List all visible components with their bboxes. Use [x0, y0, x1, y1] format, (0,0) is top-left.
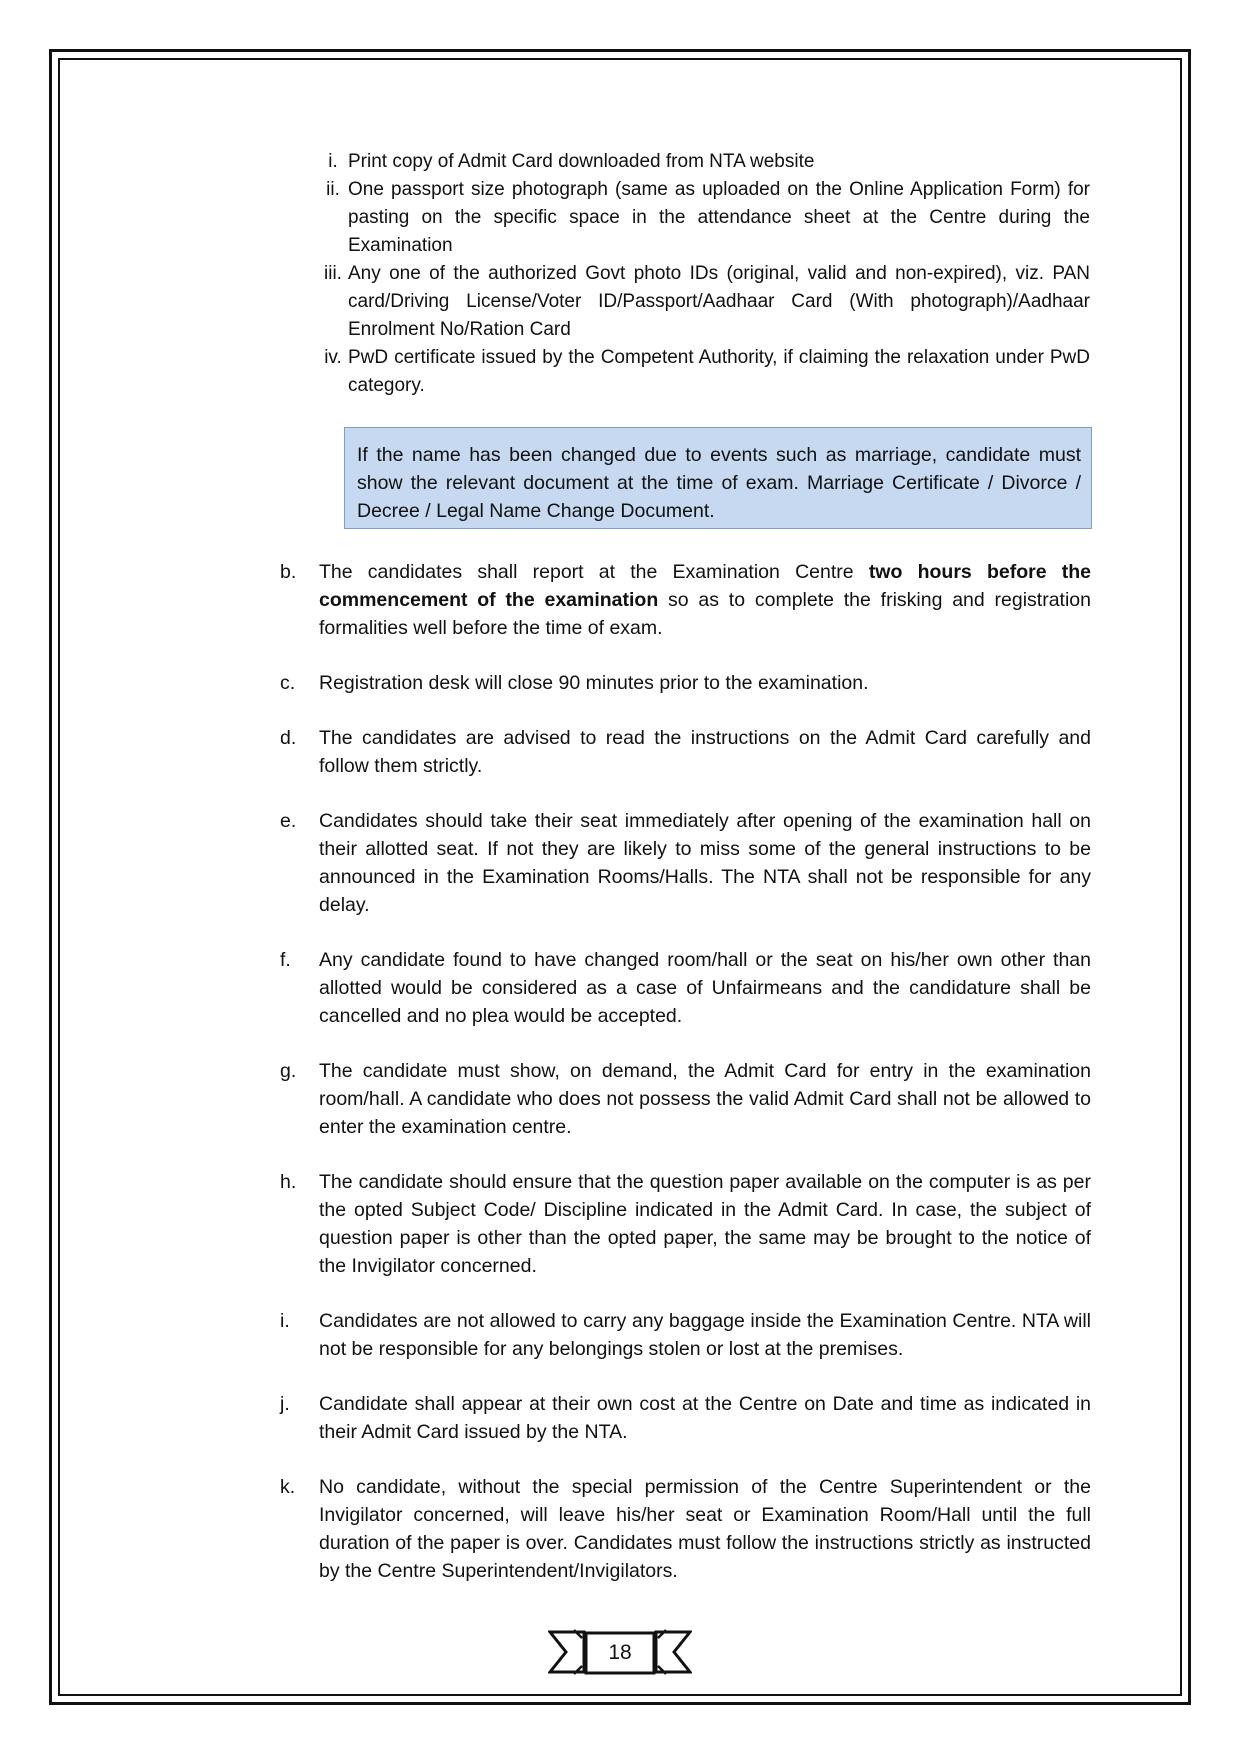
list-item: [280, 558, 1091, 642]
list-item: [290, 176, 1090, 260]
page-number: 18: [608, 1641, 632, 1664]
list-item: [280, 1390, 1091, 1446]
list-item: [290, 260, 1090, 344]
list-marker: ii.: [326, 179, 340, 200]
list-item: [280, 1473, 1091, 1585]
list-item: [290, 148, 1090, 176]
list-marker: f.: [280, 949, 291, 971]
list-marker: k.: [280, 1476, 296, 1498]
list-marker: e.: [280, 810, 297, 832]
list-item-text: Candidate shall appear at their own cost at the Centre on Date and time as indicated in their Admit Card issued by the NTA.: [319, 1393, 1091, 1443]
list-marker: g.: [280, 1060, 297, 1082]
list-item-text: PwD certificate issued by the Competent Authority, if claiming the relaxation under PwD category.: [348, 347, 1090, 396]
required-documents-list: [290, 148, 1090, 400]
instructions-list: [280, 558, 1091, 1612]
name-change-note: If the name has been changed due to events such as marriage, candidate must show the relevant document at the time of exam. Marriage Certificate / Divorce / Decree / Legal Name Change Document.: [344, 427, 1092, 529]
list-item: [280, 1057, 1091, 1141]
list-marker: i.: [280, 1310, 290, 1332]
list-item: [280, 1307, 1091, 1363]
list-item: [290, 344, 1090, 400]
list-item-text: No candidate, without the special permission of the Centre Superintendent or the Invigilator concerned, will leave his/her seat or Examination Room/Hall until the full duration of the paper is over. Candidates must follow the instructions strictly as instructed by the Centre Superintendent/Invigilators.: [319, 1476, 1091, 1582]
list-item: [280, 946, 1091, 1030]
list-marker: d.: [280, 727, 297, 749]
list-item-text: The candidates shall report at the Examination Centre two hours before the commencement of the examination so as to complete the frisking and registration formalities well before the time of exam.: [319, 561, 1092, 639]
list-item-text: Registration desk will close 90 minutes prior to the examination.: [319, 672, 869, 694]
list-item-text: The candidates are advised to read the instructions on the Admit Card carefully and follow them strictly.: [319, 727, 1091, 777]
list-marker: i.: [328, 151, 338, 172]
list-item-text: Print copy of Admit Card downloaded from NTA website: [348, 151, 815, 172]
list-marker: iv.: [324, 347, 342, 368]
list-item-text: Any candidate found to have changed room/hall or the seat on his/her own other than allotted would be considered as a case of Unfairmeans and the candidature shall be cancelled and no plea would be accepted.: [319, 949, 1091, 1027]
list-marker: b.: [280, 561, 297, 583]
list-item-text: Any one of the authorized Govt photo IDs (original, valid and non-expired), viz. PAN card/Driving License/Voter ID/Passport/Aadhaar Card (With photograph)/Aadhaar Enrolment No/Ration Card: [348, 263, 1090, 340]
list-item-text: One passport size photograph (same as uploaded on the Online Application Form) for pasting on the specific space in the attendance sheet at the Centre during the Examination: [348, 179, 1090, 256]
list-marker: j.: [280, 1393, 290, 1415]
list-item: [280, 807, 1091, 919]
list-item: [280, 724, 1091, 780]
list-marker: c.: [280, 672, 296, 694]
list-item-text: The candidate must show, on demand, the Admit Card for entry in the examination room/hall. A candidate who does not possess the valid Admit Card shall not be allowed to enter the examination centre.: [319, 1060, 1091, 1138]
list-item-text: Candidates are not allowed to carry any baggage inside the Examination Centre. NTA will not be responsible for any belongings stolen or lost at the premises.: [319, 1310, 1091, 1360]
list-item-text: Candidates should take their seat immediately after opening of the examination hall on their allotted seat. If not they are likely to miss some of the general instructions to be announced in the Examination Rooms/Halls. The NTA shall not be responsible for any delay.: [319, 810, 1091, 916]
list-item: [280, 1168, 1091, 1280]
list-item-text: The candidate should ensure that the question paper available on the computer is as per the opted Subject Code/ Discipline indicated in the Admit Card. In case, the subject of question paper is other than the opted paper, the same may be brought to the notice of the Invigilator concerned.: [319, 1171, 1091, 1277]
emphasis-text: two hours before the commencement of the examination: [319, 561, 1092, 611]
list-marker: iii.: [324, 263, 342, 284]
list-item: [280, 669, 1091, 697]
list-marker: h.: [280, 1171, 297, 1193]
